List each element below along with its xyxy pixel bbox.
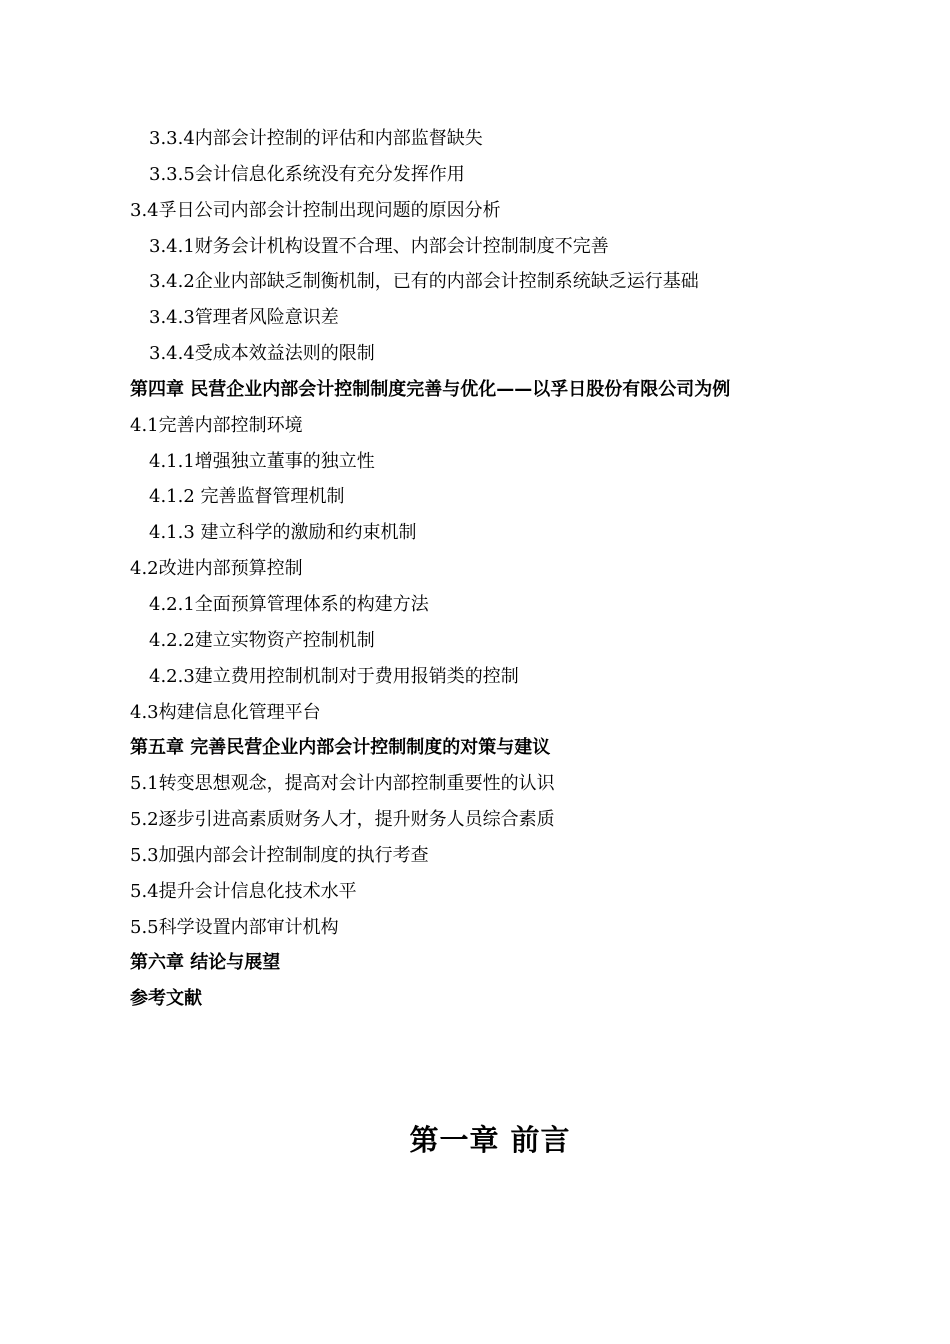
toc-chapter-entry: 参考文献 (130, 988, 202, 1010)
toc-subsection-entry: 3.3.5会计信息化系统没有充分发挥作用 (149, 163, 465, 185)
toc-chapter-entry: 第六章 结论与展望 (130, 952, 281, 974)
toc-subsection-entry: 4.1.2 完善监督管理机制 (149, 486, 345, 508)
toc-subsection-entry: 4.2.2建立实物资产控制机制 (149, 629, 375, 651)
toc-section-entry: 4.3构建信息化管理平台 (130, 701, 321, 723)
toc-subsection-entry: 3.4.4受成本效益法则的限制 (149, 343, 375, 365)
toc-subsection-entry: 4.2.1全面预算管理体系的构建方法 (149, 593, 429, 615)
toc-section-entry: 4.1完善内部控制环境 (130, 414, 303, 436)
toc-section-entry: 4.2改进内部预算控制 (130, 558, 303, 580)
toc-subsection-entry: 4.1.3 建立科学的激励和约束机制 (149, 522, 417, 544)
toc-section-entry: 5.4提升会计信息化技术水平 (130, 880, 357, 902)
toc-chapter-entry: 第五章 完善民营企业内部会计控制制度的对策与建议 (130, 737, 551, 759)
toc-section-entry: 3.4孚日公司内部会计控制出现问题的原因分析 (130, 199, 501, 221)
chapter-title: 第一章 前言 (409, 1123, 571, 1157)
toc-subsection-entry: 4.1.1增强独立董事的独立性 (149, 450, 375, 472)
toc-subsection-entry: 3.4.3管理者风险意识差 (149, 307, 339, 329)
table-of-contents (0, 121, 950, 1017)
toc-subsection-entry: 3.3.4内部会计控制的评估和内部监督缺失 (149, 128, 483, 149)
toc-section-entry: 5.1转变思想观念，提高对会计内部控制重要性的认识 (130, 773, 555, 795)
toc-subsection-entry: 3.4.1财务会计机构设置不合理、内部会计控制制度不完善 (149, 235, 609, 257)
toc-subsection-entry: 4.2.3建立费用控制机制对于费用报销类的控制 (149, 665, 519, 687)
toc-subsection-entry: 3.4.2企业内部缺乏制衡机制，已有的内部会计控制系统缺乏运行基础 (149, 271, 699, 293)
toc-section-entry: 5.5科学设置内部审计机构 (130, 916, 339, 938)
toc-chapter-entry: 第四章 民营企业内部会计控制制度完善与优化——以孚日股份有限公司为例 (130, 378, 731, 400)
toc-section-entry: 5.2逐步引进高素质财务人才，提升财务人员综合素质 (130, 809, 555, 831)
toc-section-entry: 5.3加强内部会计控制制度的执行考查 (130, 844, 429, 866)
